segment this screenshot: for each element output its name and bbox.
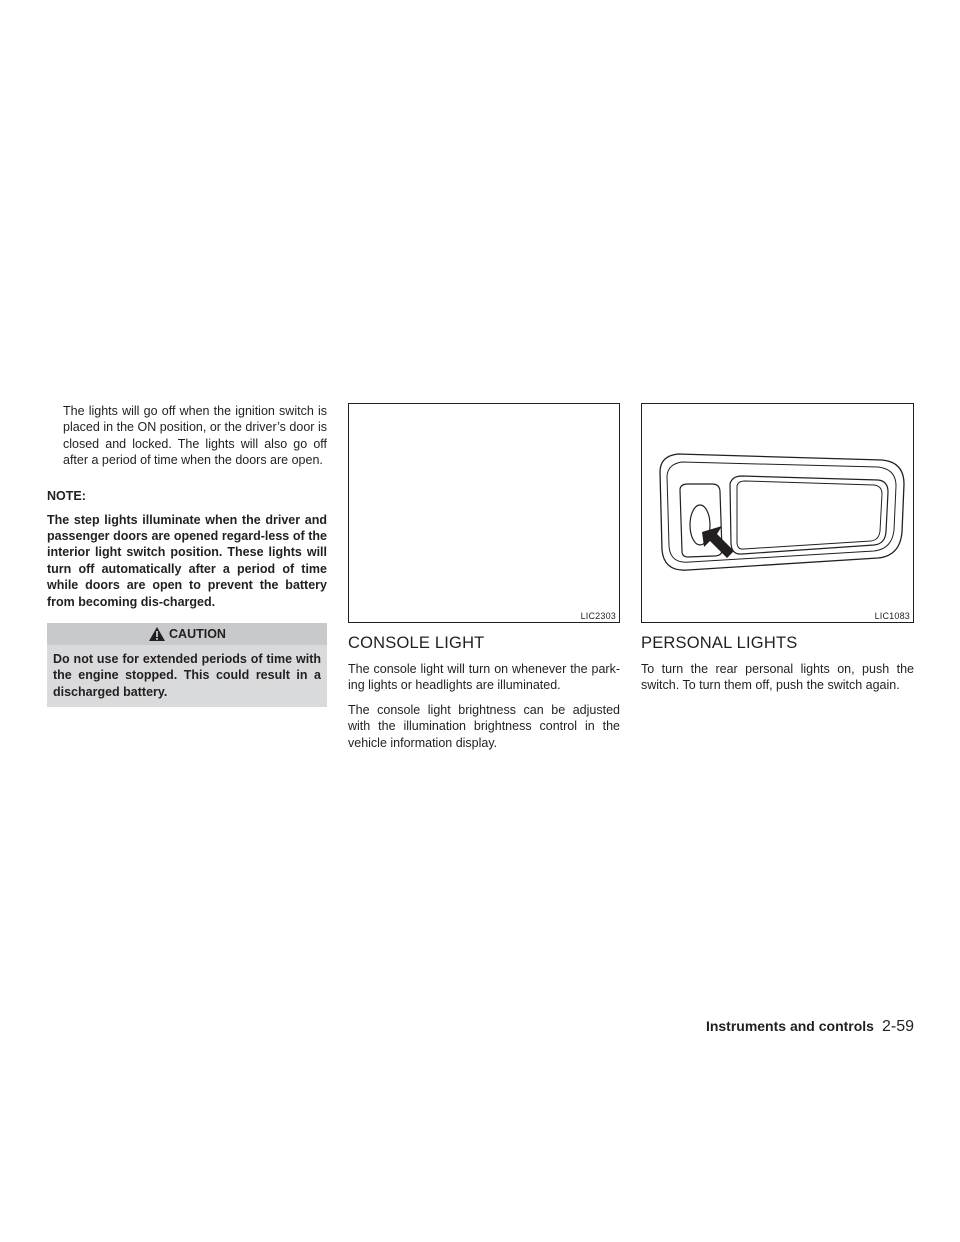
figure-label: LIC1083 (874, 611, 910, 621)
personal-lights-paragraph: To turn the rear personal lights on, push the switch. To turn them off, push the switch again. (641, 662, 914, 693)
intro-paragraph: The lights will go off when the ignition switch is placed in the ON position, or the driver’s door is closed and locked. The lights will also go off after a period of time when the doors are open. (63, 404, 327, 468)
caution-body: Do not use for extended periods of time with the engine stopped. This could result in a discharged battery. (53, 652, 321, 699)
footer-section-title: Instruments and controls (705, 1018, 874, 1034)
note-heading: NOTE: (47, 488, 86, 503)
left-column (47, 403, 327, 707)
right-column (641, 403, 914, 702)
caution-box (47, 623, 327, 707)
console-light-figure (348, 403, 620, 623)
personal-lights-figure (641, 403, 914, 623)
page-footer (706, 1018, 914, 1036)
figure-label: LIC2303 (580, 611, 616, 621)
console-brightness-paragraph: The console light brightness can be adjusted with the illumination brightness control in the vehicle information display. (348, 702, 620, 750)
middle-column (348, 403, 620, 759)
console-light-paragraph: The console light will turn on whenever the park-ing lights or headlights are illuminated. (348, 662, 620, 693)
warning-icon (148, 626, 166, 642)
section-title-personal-lights: PERSONAL LIGHTS (641, 634, 798, 652)
caution-heading: CAUTION (169, 627, 226, 642)
personal-light-illustration (642, 404, 913, 622)
note-body: The step lights illuminate when the driver and passenger doors are opened regard-less of the interior light switch position. These lights will turn off automatically after a period of time while doors are open to prevent the battery from becoming dis-charged. (47, 512, 327, 609)
section-title-console-light: CONSOLE LIGHT (348, 634, 485, 652)
page-number: 2-59 (881, 1018, 914, 1035)
caution-header (47, 623, 327, 645)
